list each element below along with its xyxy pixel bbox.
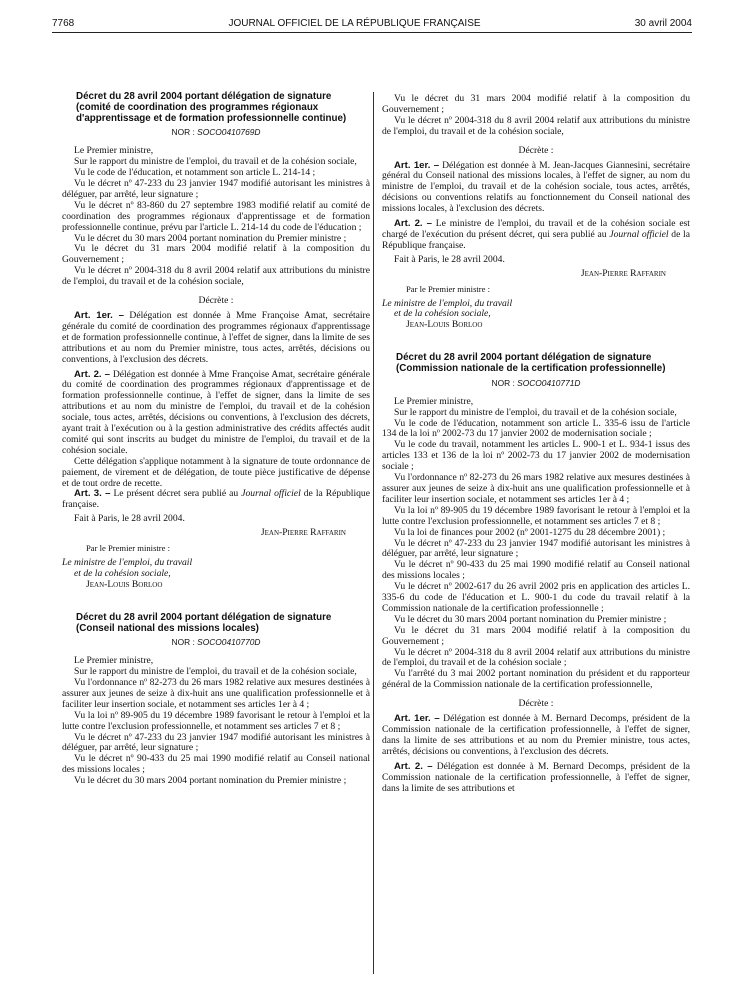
article-number: Art. 2. – (394, 760, 433, 772)
nor-reference (62, 127, 370, 138)
article-number: Art. 1er. – (394, 713, 440, 725)
nor-label: NOR : (491, 377, 515, 388)
visa-line: Le Premier ministre, (74, 655, 154, 667)
nor-code: SOCO0410769D (197, 127, 261, 138)
article-number: Art. 1er. – (74, 309, 124, 321)
article-text: Délégation est donnée à M. Jean-Jacques Giannesini, secrétaire général du Conseil national des missions locales, à l'effet de signer, au nom du ministre de l'emploi, du travail et de la cohésion sociale, tous actes, arrêtés, décisions ou conventions relatifs au fonctionnement du Conseil national des missions locales, à l'exclusion des décrets. (382, 159, 690, 215)
visa-line: Sur le rapport du ministre de l'emploi, du travail et de la cohésion sociale, (74, 666, 357, 678)
left-column (62, 92, 370, 787)
nor-code: SOCO0410770D (197, 637, 261, 648)
article-number: Art. 1er. – (394, 159, 440, 171)
visa-line: Vu le décret nº 83-860 du 27 septembre 1983 modifié relatif au comité de coordination des programmes régionaux d'apprentissage et de formation professionnelle continue, prévu par l'article L. 214-14 du code de l'éducation ; (62, 199, 370, 233)
countersign-label: Par le Premier ministre : (86, 543, 171, 554)
visa-line: Vu la loi nº 89-905 du 19 décembre 1989 favorisant le retour à l'emploi et la lutte contre l'exclusion professionnelle, et notamment ses articles 7 et 8 ; (382, 504, 690, 527)
visa-line: Le Premier ministre, (394, 395, 474, 407)
signed-place-date: Fait à Paris, le 28 avril 2004. (394, 253, 505, 265)
visa-line: Vu le décret nº 90-433 du 25 mai 1990 modifié relatif au Conseil national des missions locales ; (62, 753, 370, 776)
decrete-heading: Décrète : (198, 295, 234, 307)
column-divider (373, 92, 374, 974)
minister-title-cont: et de la cohésion sociale, (394, 308, 491, 320)
visa-line: Vu le décret nº 47-233 du 23 janvier 1947 modifié autorisant les ministres à déléguer, par arrêté, leur signature ; (382, 537, 690, 560)
article-number: Art. 2. – (74, 368, 111, 380)
article-2 (382, 219, 690, 252)
visa-line: Vu le décret nº 90-433 du 25 mai 1990 modifié relatif au Conseil national des missions locales ; (382, 559, 690, 582)
journal-officiel-ref: Journal officiel (241, 488, 301, 500)
nor-reference (382, 378, 690, 389)
visa-line: Vu l'ordonnance nº 82-273 du 26 mars 1982 relative aux mesures destinées à assurer aux jeunes de seize à dix-huit ans une qualification professionnelle et à faciliter leur insertion sociale, et notamment ses articles 1er à 4 ; (62, 677, 370, 710)
visa-line: Sur le rapport du ministre de l'emploi, du travail et de la cohésion sociale, (74, 156, 357, 168)
article-text: de la République française. (62, 488, 370, 511)
decree-title: Décret du 28 avril 2004 portant délégation de signature (Conseil national des missions locales) (76, 611, 332, 634)
article-text: de la République française. (382, 228, 690, 251)
visa-line: Vu le décret nº 2004-318 du 8 avril 2004 relatif aux attributions du ministre de l'emploi, du travail et de la cohésion sociale ; (382, 646, 690, 669)
right-column (382, 94, 690, 794)
nor-label: NOR : (171, 127, 195, 138)
decree-title: Décret du 28 avril 2004 portant délégation de signature (comité de coordination des programmes régionaux d'apprentissage et de formation professionnelle continue) (76, 91, 347, 124)
visa-line: Vu le décret du 31 mars 2004 modifié relatif à la composition du Gouvernement ; (382, 93, 690, 115)
visa-line: Vu l'arrêté du 3 mai 2002 portant nomination du président et du rapporteur général de la Commission nationale de la certification professionnelle, (382, 668, 690, 691)
visa-line: Vu le code de l'éducation, notamment son article L. 335-6 issu de l'article 134 de la loi nº 2002-73 du 17 janvier 2002 de modernisation sociale ; (382, 417, 690, 440)
minister-title: Le ministre de l'emploi, du travail (62, 557, 193, 569)
visa-line: Sur le rapport du ministre de l'emploi, du travail et de la cohésion sociale, (394, 406, 677, 418)
page-number: 7768 (52, 18, 75, 29)
minister-title-cont: et de la cohésion sociale, (74, 567, 171, 579)
article-2 (62, 370, 370, 457)
visa-line: Vu le décret du 30 mars 2004 portant nomination du Premier ministre ; (74, 232, 347, 244)
nor-code: SOCO0410771D (517, 377, 581, 388)
visa-line: Vu le décret nº 47-233 du 23 janvier 1947 modifié autorisant les ministres à déléguer, par arrêté, leur signature ; (62, 178, 370, 200)
running-header (52, 18, 692, 33)
visa-line: Le Premier ministre, (74, 145, 154, 157)
article-2-continued: Cette délégation s'applique notamment à la signature de toute ordonnance de paiement, de virement et de délégation, de toute pièce justificative de dépense et de tout ordre de recette. (62, 455, 370, 489)
visa-line: Vu le décret du 31 mars 2004 modifié relatif à la composition du Gouvernement ; (382, 624, 690, 647)
article-number: Art. 3. – (74, 488, 111, 500)
article-number: Art. 2. – (394, 218, 432, 230)
article-1 (382, 714, 690, 758)
visa-line: Vu le décret nº 47-233 du 23 janvier 1947 modifié autorisant les ministres à déléguer, par arrêté, leur signature ; (62, 731, 370, 754)
visa-line: Vu le décret nº 2004-318 du 8 avril 2004 relatif aux attributions du ministre de l'emploi, du travail et de la cohésion sociale, (382, 114, 690, 137)
visa-line: Vu le décret du 30 mars 2004 portant nomination du Premier ministre ; (74, 775, 347, 787)
signatory: Jean-Pierre Raffarin (580, 267, 666, 279)
article-text: Délégation est donnée à Mme Françoise Amat, secrétaire générale du comité de coordination des programmes régionaux d'apprentissage et de formation professionnelle continue, à l'effet de signer, dans la limite de ses attributions et au nom du Premier ministre, tous actes, arrêtés, décisions ou conventions, à l'exclusion des décrets. (62, 309, 370, 365)
decrete-heading: Décrète : (518, 144, 554, 156)
signed-place-date: Fait à Paris, le 28 avril 2004. (74, 513, 185, 525)
article-text: Le présent décret sera publié au (113, 488, 239, 500)
journal-title: JOURNAL OFFICIEL DE LA RÉPUBLIQUE FRANÇAISE (228, 18, 481, 29)
signatory: Jean-Pierre Raffarin (260, 527, 346, 539)
visa-line: Vu le code du travail, notamment les articles L. 900-1 et L. 934-1 issus des articles 133 et 136 de la loi nº 2002-73 du 17 janvier 2002 de modernisation sociale ; (382, 439, 690, 473)
visa-line: Vu le décret nº 2002-617 du 26 avril 2002 pris en application des articles L. 335-6 du code de l'éducation et L. 900-1 du code du travail relatif à la Commission nationale de la certification professionnelle ; (382, 581, 690, 614)
visa-line: Vu l'ordonnance nº 82-273 du 26 mars 1982 relative aux mesures destinées à assurer aux jeunes de seize à dix-huit ans une qualification professionnelle et à faciliter leur insertion sociale, et notamment ses articles 1er à 4 ; (382, 472, 690, 505)
visa-line: Vu le décret du 31 mars 2004 modifié relatif à la composition du Gouvernement ; (62, 243, 370, 266)
countersign-label: Par le Premier ministre : (406, 283, 491, 294)
article-text: Délégation est donnée à M. Bernard Decomps, président de la Commission nationale de la certification professionnelle, à l'effet de signer, dans la limite de ses attributions et au nom du Premier ministre, tous actes, arrêtés, décisions ou conventions, à l'exclusion des décrets. (382, 713, 691, 757)
visa-line: Vu la loi de finances pour 2002 (nº 2001-1275 du 28 décembre 2001) ; (394, 526, 666, 538)
article-text: Le ministre de l'emploi, du travail et de la cohésion sociale est chargé de l'exécution du présent décret, qui sera publié au (382, 218, 690, 240)
article-3 (62, 489, 370, 511)
article-1 (382, 161, 690, 216)
section-gap (382, 339, 690, 353)
nor-reference (62, 637, 370, 648)
visa-line: Vu le décret nº 2004-318 du 8 avril 2004 relatif aux attributions du ministre de l'emploi, du travail et de la cohésion sociale, (62, 265, 370, 288)
decrete-heading: Décrète : (518, 698, 554, 710)
decree-title: Décret du 28 avril 2004 portant délégation de signature (Commission nationale de la certification professionnelle) (396, 352, 666, 375)
minister-name: Jean-Louis Borloo (86, 578, 163, 590)
nor-label: NOR : (171, 637, 195, 648)
visa-line: Vu le code de l'éducation, et notamment son article L. 214-14 ; (74, 167, 316, 179)
minister-title: Le ministre de l'emploi, du travail (382, 297, 513, 309)
journal-officiel-ref: Journal officiel (609, 228, 669, 240)
minister-name: Jean-Louis Borloo (406, 319, 483, 331)
article-text: Délégation est donnée à M. Bernard Decomps, président de la Commission nationale de la certification professionnelle, à l'effet de signer, dans la limite de ses attributions et (382, 760, 690, 794)
article-1 (62, 311, 370, 366)
visa-line: Vu la loi nº 89-905 du 19 décembre 1989 favorisant le retour à l'emploi et la lutte contre l'exclusion professionnelle, et notamment ses articles 7 et 8 ; (62, 709, 370, 732)
issue-date: 30 avril 2004 (634, 18, 692, 29)
article-2 (382, 762, 690, 795)
visa-line: Vu le décret du 30 mars 2004 portant nomination du Premier ministre ; (394, 613, 667, 625)
section-gap (62, 599, 370, 613)
article-text: Délégation est donnée à Mme Françoise Amat, secrétaire générale du comité de coordination des programmes régionaux d'apprentissage et de formation professionnelle continue, à l'effet de signer, dans la limite de ses attributions et au nom du ministre de l'emploi, du travail et de la cohésion sociale, tous actes, arrêtés, décisions ou conventions, à l'exclusion des décrets, ayant trait à l'exécution ou à la gestion administrative des crédits affectés audit comité qui sont inscrits au budget du ministre de l'emploi, du travail et de la cohésion sociale. (62, 368, 370, 456)
